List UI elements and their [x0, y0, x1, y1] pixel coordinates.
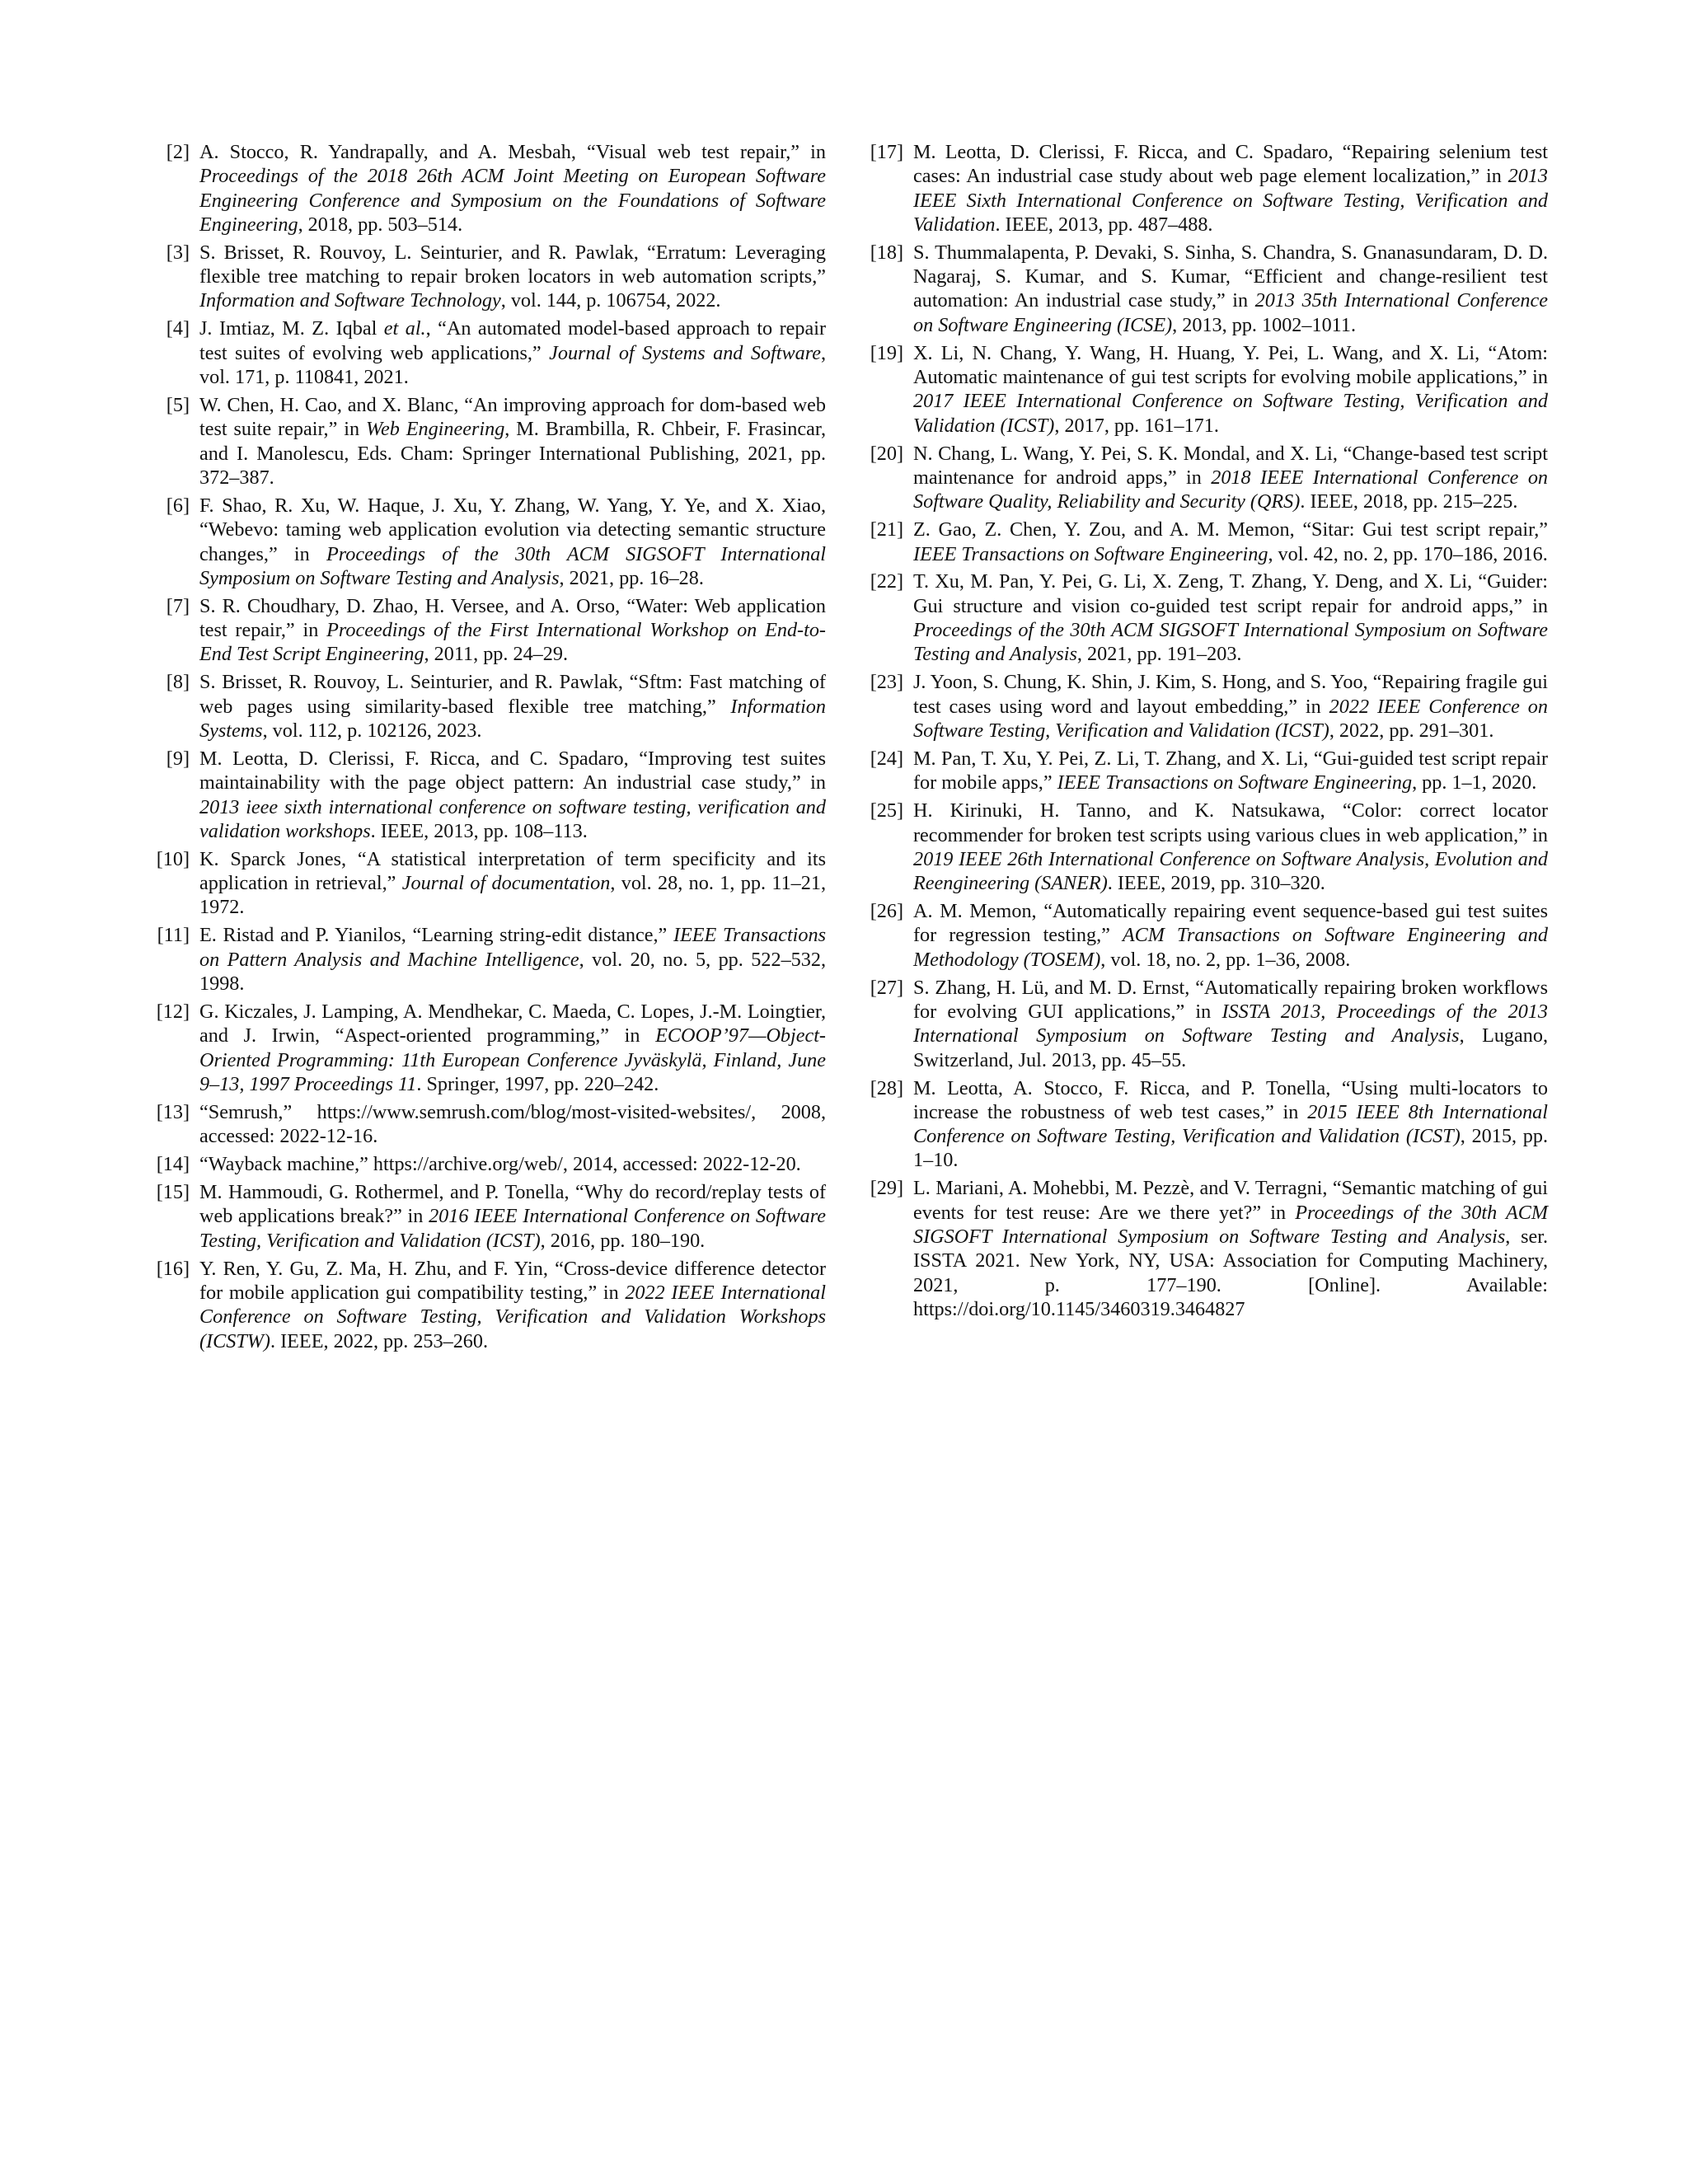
reference-venue-text: IEEE Transactions on Pattern Analysis and Machine Intelligence	[199, 924, 826, 971]
reference-text-segment: Z. Gao, Z. Chen, Y. Zou, and A. M. Memon, “Sitar: Gui test script repair,”	[913, 518, 1548, 541]
reference-text-segment: S. Brisset, R. Rouvoy, L. Seinturier, and R. Pawlak, “Erratum: Leveraging flexible tree matching to repair broken locators in web automation scripts,”	[199, 241, 826, 288]
reference-number: [9]	[166, 747, 190, 770]
reference-text-segment: G. Kiczales, J. Lamping, A. Mendhekar, C. Maeda, C. Lopes, J.-M. Loingtier, and J. Irwin, “Aspect-oriented programming,” in	[199, 1000, 826, 1047]
reference-venue-text: IEEE Transactions on Software Engineering	[913, 542, 1268, 565]
reference-text-segment: M. Leotta, A. Stocco, F. Ricca, and P. Tonella, “Using multi-locators to increase the robustness of web test cases,” in	[913, 1076, 1548, 1123]
reference-text-segment: , 2021, pp. 191–203.	[1076, 643, 1242, 666]
reference-venue-text: 2017 IEEE International Conference on Software Testing, Verification and Validation (ICST)	[913, 390, 1548, 437]
reference-text	[913, 342, 1548, 437]
reference-entry	[856, 442, 1548, 514]
reference-text-segment: T. Xu, M. Pan, Y. Pei, G. Li, X. Zeng, T. Zhang, Y. Deng, and X. Li, “Guider: Gui structure and vision co-guided test script repair for android apps,” in	[913, 570, 1548, 617]
reference-text-segment: , vol. 42, no. 2, pp. 170–186, 2016.	[1268, 542, 1548, 565]
reference-text	[199, 1258, 826, 1352]
reference-entry	[856, 569, 1548, 666]
reference-number: [2]	[166, 141, 190, 163]
reference-text-segment: , 2021, pp. 16–28.	[559, 566, 704, 589]
reference-entry	[856, 899, 1548, 972]
reference-venue-text: Journal of Systems and Software	[549, 341, 821, 364]
reference-text-segment: S. Zhang, H. Lü, and M. D. Ernst, “Automatically repairing broken workflows for evolving GUI applications,” in	[913, 976, 1548, 1023]
reference-text-segment: A. M. Memon, “Automatically repairing event sequence-based gui test suites for regression testing,”	[913, 900, 1548, 947]
reference-number: [13]	[156, 1100, 190, 1123]
reference-text-segment: , vol. 18, no. 2, pp. 1–36, 2008.	[1100, 948, 1351, 971]
reference-text-segment: , M. Brambilla, R. Chbeir, F. Frasincar, and I. Manolescu, Eds. Cham: Springer International Publishing, 2021, pp. 372–387.	[199, 418, 826, 489]
reference-text	[913, 1077, 1548, 1172]
reference-entry	[142, 747, 826, 843]
reference-entry	[856, 1076, 1548, 1173]
reference-venue-text: 2016 IEEE International Conference on Software Testing, Verification and Validation (ICST)	[199, 1205, 826, 1252]
reference-text-segment: . IEEE, 2019, pp. 310–320.	[1107, 872, 1325, 895]
reference-text-segment: W. Chen, H. Cao, and X. Blanc, “An improving approach for dom-based web test suite repair,” in	[199, 394, 826, 441]
reference-text-segment: , vol. 20, no. 5, pp. 522–532, 1998.	[199, 948, 826, 995]
reference-venue-text: ISSTA 2013, Proceedings of the 2013 International Symposium on Software Testing and Analysis	[913, 1000, 1548, 1047]
reference-text-segment: . IEEE, 2013, pp. 487–488.	[995, 213, 1213, 236]
reference-number: [17]	[870, 141, 903, 163]
reference-text-segment: , vol. 28, no. 1, pp. 11–21, 1972.	[199, 872, 826, 919]
reference-text-segment: . Springer, 1997, pp. 220–242.	[416, 1072, 659, 1095]
reference-text	[199, 1153, 801, 1175]
reference-number: [10]	[156, 847, 190, 870]
reference-text-segment: S. Thummalapenta, P. Devaki, S. Sinha, S. Chandra, S. Gnanasundaram, D. D. Nagaraj, S. Kumar, and S. Kumar, “Efficient and change-resilient test automation: An industrial case study,” in	[913, 241, 1548, 312]
reference-text-segment: , 2015, pp. 1–10.	[913, 1125, 1548, 1172]
reference-venue-text: 2013 35th International Conference on Software Engineering (ICSE)	[913, 289, 1548, 336]
reference-text-segment: J. Imtiaz, M. Z. Iqbal	[199, 317, 384, 340]
reference-text-segment: H. Kirinuki, H. Tanno, and K. Natsukawa, “Color: correct locator recommender for broken test scripts using various clues in web application,” in	[913, 799, 1548, 846]
reference-entry	[142, 1000, 826, 1096]
reference-venue-text: Proceedings of the 30th ACM SIGSOFT International Symposium on Software Testing and Analysis	[199, 542, 827, 589]
reference-text-segment: , vol. 144, p. 106754, 2022.	[500, 289, 721, 312]
reference-number: [29]	[870, 1177, 903, 1200]
reference-text-segment: . IEEE, 2018, pp. 215–225.	[1300, 490, 1518, 513]
reference-venue-text: 2013 ieee sixth international conference on software testing, verification and validation workshops	[199, 795, 826, 842]
reference-venue-text: 2015 IEEE 8th International Conference on Software Testing, Verification and Validation (ICST)	[913, 1100, 1548, 1148]
reference-text-segment: , pp. 1–1, 2020.	[1412, 771, 1537, 794]
reference-text	[199, 748, 826, 842]
reference-text	[199, 1181, 826, 1252]
reference-entry	[856, 518, 1548, 566]
reference-number: [11]	[157, 924, 190, 947]
reference-text-segment: J. Yoon, S. Chung, K. Shin, J. Kim, S. Hong, and S. Yoo, “Repairing fragile gui test cases using word and layout embedding,” in	[913, 671, 1548, 718]
reference-text-segment: , vol. 171, p. 110841, 2021.	[199, 341, 826, 389]
reference-text	[199, 595, 826, 666]
reference-text	[199, 924, 826, 995]
reference-entry	[142, 140, 826, 237]
reference-text	[199, 317, 826, 388]
reference-text-segment: M. Leotta, D. Clerissi, F. Ricca, and C. Spadaro, “Repairing selenium test cases: An industrial case study about web page element localization,” in	[913, 141, 1548, 188]
reference-entry	[856, 341, 1548, 438]
reference-text-segment: , vol. 112, p. 102126, 2023.	[262, 719, 482, 742]
reference-venue-text: Information and Software Technology	[199, 289, 501, 312]
reference-entry	[142, 923, 826, 996]
reference-text	[913, 748, 1548, 794]
reference-venue-text: 2019 IEEE 26th International Conference on Software Analysis, Evolution and Reengineering (SANER)	[913, 847, 1548, 895]
references-right-column	[856, 140, 1548, 1325]
reference-text	[199, 494, 826, 589]
reference-entry	[856, 976, 1548, 1072]
reference-text-segment: , 2011, pp. 24–29.	[424, 643, 569, 666]
reference-entry	[856, 670, 1548, 743]
reference-text	[199, 141, 826, 236]
reference-venue-text: Web Engineering	[366, 418, 505, 441]
reference-number: [21]	[870, 518, 903, 541]
reference-venue-text: ECOOP’97—Object-Oriented Programming: 11th European Conference Jyväskylä, Finland, June 9–13, 1997 Proceedings 11	[199, 1024, 826, 1095]
reference-text-segment: E. Ristad and P. Yianilos, “Learning string-edit distance,”	[199, 924, 673, 947]
reference-text-segment: A. Stocco, R. Yandrapally, and A. Mesbah, “Visual web test repair,” in	[199, 141, 826, 163]
reference-number: [18]	[870, 241, 903, 264]
reference-entry	[142, 1257, 826, 1353]
reference-text-segment: , 2017, pp. 161–171.	[1054, 414, 1219, 437]
reference-text-segment: “Wayback machine,” https://archive.org/web/, 2014, accessed: 2022-12-20.	[199, 1153, 801, 1176]
reference-entry	[142, 847, 826, 920]
reference-number: [16]	[156, 1257, 190, 1280]
reference-text-segment: X. Li, N. Chang, Y. Wang, H. Huang, Y. Pei, L. Wang, and X. Li, “Atom: Automatic maintenance of gui test scripts for evolving mobile applications,” in	[913, 341, 1548, 389]
reference-number: [20]	[870, 442, 903, 465]
reference-text-segment: M. Leotta, D. Clerissi, F. Ricca, and C. Spadaro, “Improving test suites maintainability with the page object pattern: An industrial case study,” in	[199, 747, 826, 794]
reference-text-segment: N. Chang, L. Wang, Y. Pei, S. K. Mondal, and X. Li, “Change-based test script maintenance for android apps,” in	[913, 442, 1548, 489]
reference-number: [15]	[156, 1181, 190, 1204]
reference-number: [28]	[870, 1076, 903, 1099]
reference-text-segment: “Semrush,” https://www.semrush.com/blog/most-visited-websites/, 2008, accessed: 2022-12-16.	[199, 1100, 826, 1148]
reference-entry	[142, 494, 826, 590]
reference-entry	[856, 241, 1548, 337]
reference-text	[199, 1101, 826, 1147]
reference-venue-text: 2022 IEEE International Conference on Software Testing, Verification and Validation Workshops (ICSTW)	[199, 1281, 826, 1352]
reference-text-segment: K. Sparck Jones, “A statistical interpretation of term specificity and its application in retrieval,”	[199, 847, 826, 895]
reference-text	[913, 241, 1548, 336]
reference-text-segment: , Lugano, Switzerland, Jul. 2013, pp. 45–55.	[913, 1024, 1548, 1071]
reference-venue-text: Proceedings of the 2018 26th ACM Joint Meeting on European Software Engineering Conference and Symposium on the Foundations of Software Engineering	[199, 165, 826, 236]
reference-number: [4]	[166, 317, 190, 340]
reference-number: [27]	[870, 976, 903, 999]
reference-entry	[856, 140, 1548, 237]
reference-text	[913, 671, 1548, 742]
reference-venue-text: 2022 IEEE Conference on Software Testing, Verification and Validation (ICST)	[913, 695, 1548, 742]
reference-entry	[856, 1176, 1548, 1321]
reference-entry	[142, 316, 826, 389]
reference-number: [14]	[156, 1153, 190, 1176]
reference-venue-text: Proceedings of the First International Workshop on End-to-End Test Script Engineering	[199, 619, 826, 666]
reference-number: [12]	[156, 1000, 190, 1023]
reference-number: [26]	[870, 900, 903, 923]
reference-text	[913, 1177, 1548, 1319]
reference-text	[913, 799, 1548, 894]
reference-venue-text: Journal of documentation	[401, 872, 611, 895]
reference-text	[913, 141, 1548, 236]
reference-text	[199, 848, 826, 919]
reference-entry	[142, 241, 826, 313]
reference-text	[913, 518, 1548, 565]
reference-number: [6]	[166, 494, 190, 517]
reference-text-segment: S. R. Choudhary, D. Zhao, H. Versee, and A. Orso, “Water: Web application test repair,” in	[199, 594, 826, 642]
reference-number: [24]	[870, 747, 903, 770]
reference-venue-text: IEEE Transactions on Software Engineering	[1057, 771, 1413, 794]
reference-entry	[142, 1152, 826, 1176]
reference-text-segment: F. Shao, R. Xu, W. Haque, J. Xu, Y. Zhang, W. Yang, Y. Ye, and X. Xiao, “Webevo: taming web application evolution via detecting semantic structure changes,” in	[199, 494, 826, 565]
references-left-column	[142, 140, 826, 1357]
reference-number: [22]	[870, 570, 903, 593]
reference-number: [3]	[166, 241, 190, 264]
reference-text	[913, 900, 1548, 971]
reference-venue-text: Information Systems	[199, 695, 826, 742]
reference-entry	[142, 1100, 826, 1149]
reference-entry	[856, 747, 1548, 795]
reference-text	[199, 671, 826, 742]
reference-text	[199, 394, 826, 489]
reference-venue-text: 2013 IEEE Sixth International Conference on Software Testing, Verification and Validation	[913, 165, 1548, 236]
reference-text-segment: L. Mariani, A. Mohebbi, M. Pezzè, and V. Terragni, “Semantic matching of gui events for test reuse: Are we there yet?” in	[913, 1177, 1548, 1224]
reference-text	[199, 241, 826, 312]
reference-text-segment: S. Brisset, R. Rouvoy, L. Seinturier, and R. Pawlak, “Sftm: Fast matching of web pages using similarity-based flexible tree matching,”	[199, 671, 826, 718]
reference-number: [25]	[870, 799, 903, 823]
reference-number: [23]	[870, 671, 903, 694]
reference-entry	[856, 799, 1548, 895]
reference-text-segment: , 2013, pp. 1002–1011.	[1172, 313, 1357, 336]
reference-venue-text: Proceedings of the 30th ACM SIGSOFT International Symposium on Software Testing and Analysis	[913, 1201, 1548, 1249]
reference-number: [19]	[870, 341, 903, 364]
reference-venue-text: Proceedings of the 30th ACM SIGSOFT International Symposium on Software Testing and Analysis	[913, 619, 1548, 666]
reference-text-segment: , 2022, pp. 291–301.	[1329, 719, 1494, 742]
reference-text-segment: . IEEE, 2013, pp. 108–113.	[370, 819, 588, 842]
reference-text-segment: , 2016, pp. 180–190.	[540, 1229, 706, 1252]
reference-entry	[142, 594, 826, 667]
reference-number: [8]	[166, 671, 190, 694]
reference-text-segment: , “An automated model-based approach to repair test suites of evolving web applications,”	[199, 317, 827, 364]
reference-text-segment: Y. Ren, Y. Gu, Z. Ma, H. Zhu, and F. Yin, “Cross-device difference detector for mobile application gui compatibility testing,” in	[199, 1257, 826, 1304]
reference-text	[913, 570, 1548, 665]
reference-number: [5]	[166, 394, 190, 417]
reference-text-segment: , 2018, pp. 503–514.	[298, 213, 463, 236]
reference-text-segment: M. Pan, T. Xu, Y. Pei, Z. Li, T. Zhang, and X. Li, “Gui-guided test script repair for mobile apps,”	[913, 747, 1548, 794]
reference-venue-text: et al.	[383, 317, 426, 340]
reference-entry	[142, 670, 826, 743]
reference-venue-text: ACM Transactions on Software Engineering and Methodology (TOSEM)	[913, 924, 1548, 971]
reference-text	[199, 1001, 826, 1095]
reference-text	[913, 977, 1548, 1071]
reference-entry	[142, 393, 826, 490]
reference-entry	[142, 1180, 826, 1253]
reference-number: [7]	[166, 594, 190, 617]
reference-venue-text: 2018 IEEE International Conference on Software Quality, Reliability and Security (QRS)	[913, 466, 1549, 513]
reference-text-segment: , ser. ISSTA 2021. New York, NY, USA: Association for Computing Machinery, 2021, p. 177–190. [Online]. Available: https://doi.org/10.1145/3460319.3464827	[913, 1226, 1548, 1320]
reference-text-segment: . IEEE, 2022, pp. 253–260.	[270, 1329, 489, 1352]
reference-text	[913, 443, 1548, 513]
reference-text-segment: M. Hammoudi, G. Rothermel, and P. Tonella, “Why do record/replay tests of web applications break?” in	[199, 1181, 826, 1228]
